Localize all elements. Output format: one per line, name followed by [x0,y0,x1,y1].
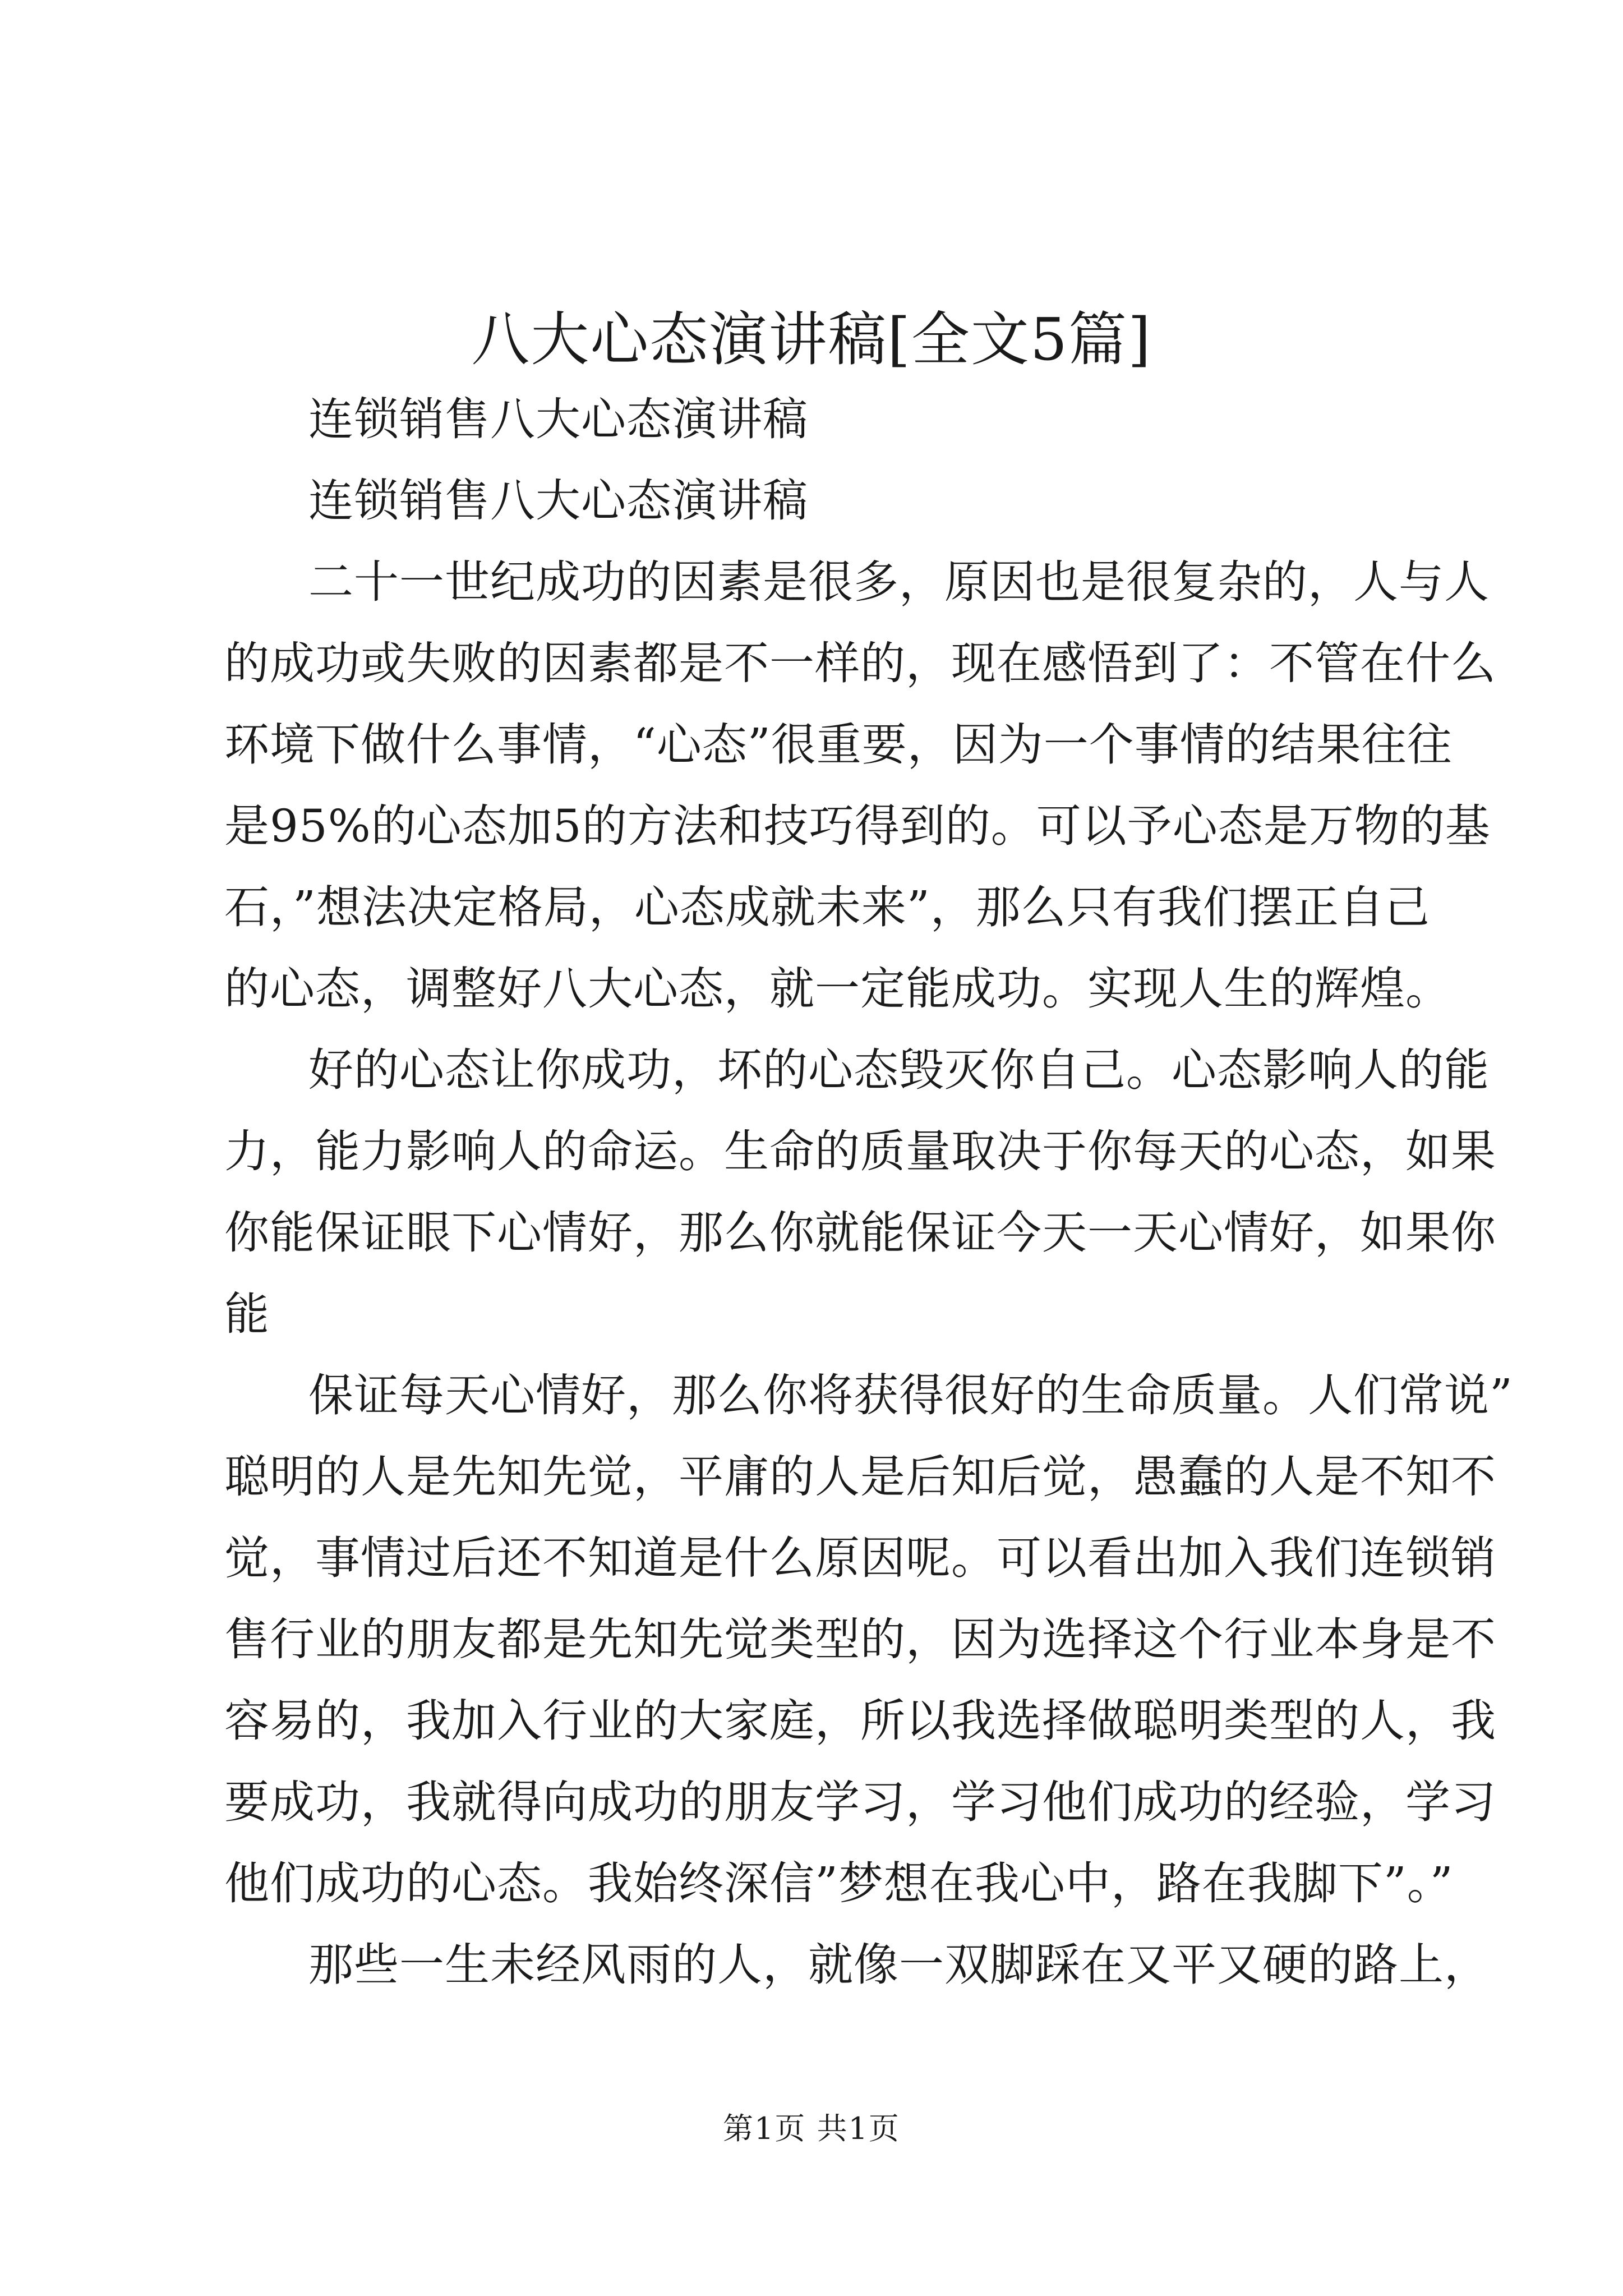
text-line: 你能保证眼下心情好，那么你就能保证今天一天心情好，如果你 [224,1207,1496,1259]
text-line: 那些一生未经风雨的人，就像一双脚踩在又平又硬的路上， [308,1939,1490,1991]
text-line: 保证每天心情好，那么你将获得很好的生命质量。人们常说” [308,1369,1513,1421]
text-line: 力，能力影响人的命运。生命的质量取决于你每天的心态，如果 [224,1125,1496,1177]
page-title: 八大心态演讲稿[全文5篇] [471,305,1152,374]
text-line: 石，”想法决定格局，心态成就未来”，那么只有我们摆正自己 [224,881,1430,933]
text-line: 好的心态让你成功，坏的心态毁灭你自己。心态影响人的能 [308,1044,1490,1096]
text-line: 他们成功的心态。我始终深信”梦想在我心中，路在我脚下”。” [224,1857,1454,1910]
text-line: 是95%的心态加5的方法和技巧得到的。可以予心态是万物的基 [224,800,1491,852]
page-footer: 第1页 共1页 [723,2111,900,2146]
text-line: 的心态，调整好八大心态，就一定能成功。实现人生的辉煌。 [224,963,1451,1015]
text-line: 的成功或失败的因素都是不一样的，现在感悟到了：不管在什么 [224,637,1496,689]
text-line: 售行业的朋友都是先知先觉类型的，因为选择这个行业本身是不 [224,1613,1496,1665]
text-line: 觉，事情过后还不知道是什么原因呢。可以看出加入我们连锁销 [224,1532,1496,1584]
text-line: 要成功，我就得向成功的朋友学习，学习他们成功的经验，学习 [224,1776,1496,1828]
text-line: 容易的，我加入行业的大家庭，所以我选择做聪明类型的人，我 [224,1695,1496,1747]
text-line: 环境下做什么事情，“心态”很重要，因为一个事情的结果往往 [224,719,1453,771]
text-line: 能 [224,1288,270,1340]
document-body [224,379,1513,2005]
text-line: 聪明的人是先知先觉，平庸的人是后知后觉，愚蠢的人是不知不 [224,1451,1496,1503]
text-line: 二十一世纪成功的因素是很多，原因也是很复杂的，人与人 [308,556,1490,608]
text-line: 连锁销售八大心态演讲稿 [308,475,808,527]
text-line: 连锁销售八大心态演讲稿 [308,393,808,445]
